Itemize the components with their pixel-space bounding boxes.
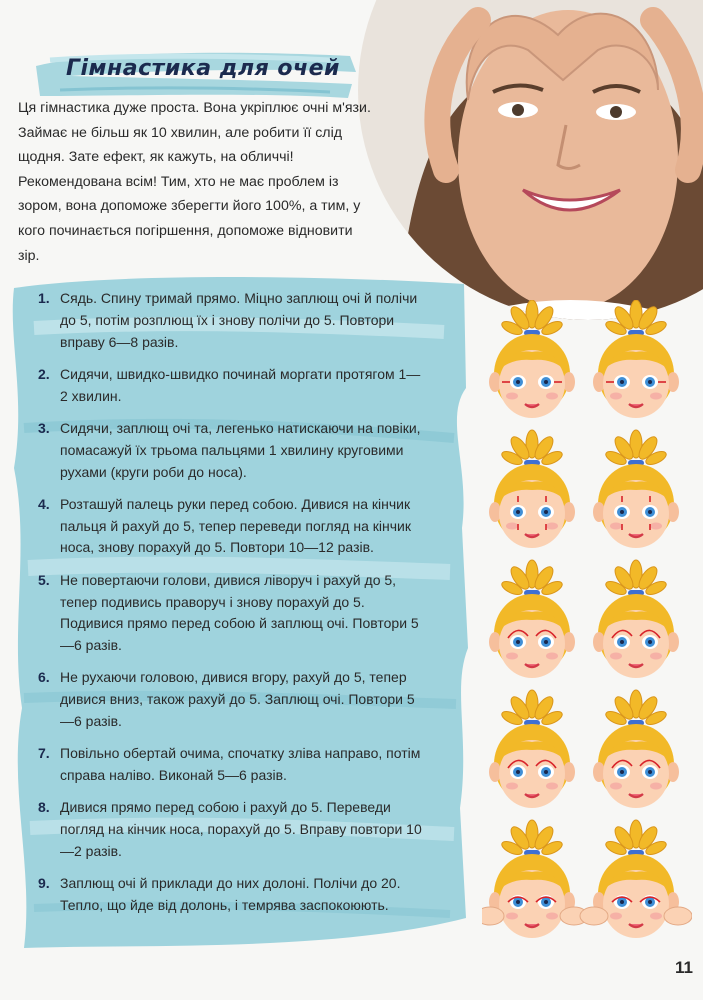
exercise-steps-list — [38, 288, 428, 927]
face-row-4-left — [489, 690, 575, 808]
step-text: Не рухаючи головою, дивися вгору, рахуй до 5, тепер дивися вниз, також рахуй до 5. Заплющ очі. Повтори 5—6 разів. — [60, 669, 415, 730]
page-title: Гімнастика для очей — [66, 56, 340, 81]
face-row-2-left — [489, 430, 575, 548]
step-text: Заплющ очі й приклади до них долоні. Полічи до 20. Тепло, що йде від долонь, і темрява заспокоюють. — [60, 875, 401, 914]
face-row-5-left — [482, 820, 588, 938]
face-row-2-right — [593, 430, 679, 548]
step-text: Дивися прямо перед собою і рахуй до 5. Переведи погляд на кінчик носа, порахуй до 5. Вправу повтори 10—2 разів. — [60, 799, 422, 860]
face-row-3-right — [593, 560, 679, 678]
step-item — [38, 364, 428, 408]
step-number: 3. — [38, 419, 50, 436]
step-item — [38, 418, 428, 483]
face-row-3-left — [489, 560, 575, 678]
cartoon-faces-illustrations — [482, 300, 692, 950]
step-text: Сидячи, заплющ очі та, легенько натискаючи на повіки, помасажуй їх трьома пальцями 1 хвилину круговими рухами (круги роби до носа). — [60, 419, 421, 480]
step-number: 5. — [38, 571, 50, 588]
step-item — [38, 494, 428, 559]
step-number: 4. — [38, 495, 50, 512]
step-number: 8. — [38, 799, 50, 816]
step-number: 2. — [38, 365, 50, 382]
step-text: Сидячи, швидко-швидко починай моргати протягом 1—2 хвилин. — [60, 365, 421, 404]
face-row-1-right — [593, 300, 679, 418]
step-number: 1. — [38, 290, 50, 306]
face-row-4-right — [593, 690, 679, 808]
step-text: Не повертаючи голови, дивися ліворуч і рахуй до 5, тепер подивись праворуч і знову порахуй до 5. Подивися прямо перед собою й заплющ очі. Повтори 5—6 разів. — [60, 571, 419, 654]
step-number: 9. — [38, 875, 50, 892]
step-text: Повільно обертай очима, спочатку зліва направо, потім справа наліво. Виконай 5—6 разів. — [60, 745, 421, 784]
step-item — [38, 797, 428, 862]
step-item — [38, 873, 428, 917]
step-item — [38, 288, 428, 353]
step-number: 7. — [38, 745, 50, 762]
intro-paragraph: Ця гімнастика дуже проста. Вона укріплює очні м'язи. Займає не більш як 10 хвилин, але робити її слід щодня. Зате ефект, як кажуть, на обличчі! Рекомендована всім! Тим, хто не має проблем із зором, вона допоможе зберегти його 100%, а тим, у кого починається погіршення, допоможе відновити зір. — [18, 100, 371, 264]
step-text: Розташуй палець руки перед собою. Дивися на кінчик пальця й рахуй до 5, тепер переведи погляд на кінчик носа, знову порахуй до 5. Повтори 10—12 разів. — [60, 495, 411, 556]
page-number: 11 — [675, 958, 693, 977]
step-number: 6. — [38, 669, 50, 686]
step-item — [38, 743, 428, 787]
face-row-5-right — [580, 820, 692, 938]
step-item — [38, 570, 428, 657]
step-item — [38, 667, 428, 732]
step-text: Сядь. Спину тримай прямо. Міцно заплющ очі й полічи до 5, потім розплющ їх і знову полічи до 5. Повтори вправу 6—8 разів. — [60, 290, 418, 350]
face-row-1-left — [489, 300, 575, 418]
